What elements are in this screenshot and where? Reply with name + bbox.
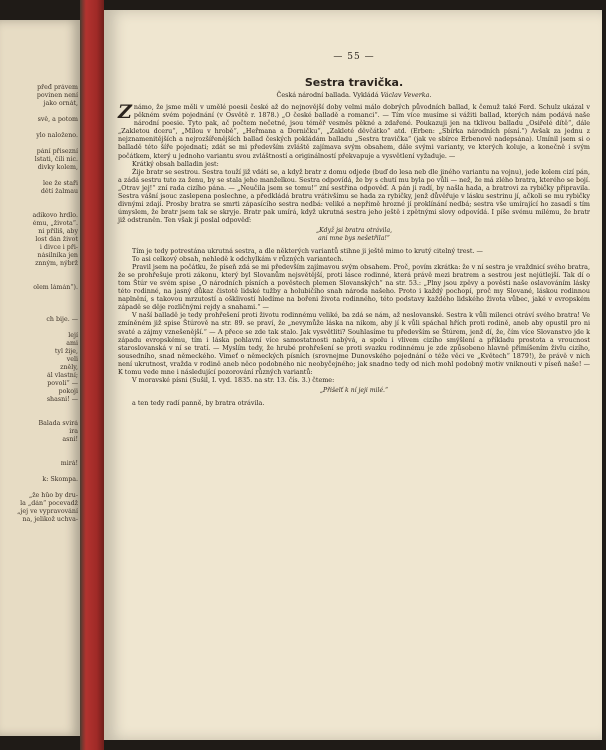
left-page-line (0, 300, 78, 308)
left-page-line: asni! (62, 436, 78, 443)
article-title: Sestra travička. (304, 76, 404, 89)
book-gutter (80, 0, 104, 750)
paragraph: Pravil jsem na počátku, že píseň zdá se mi především zajímavou svým obsahem. Proč, povím zkrátka: že v ní sestra je vraždnicí svého bratra, že se prohřešuje proti zákonu, který byl Slovanům nejsvětější, proti lásce rodinné, která právě mezi bratrem a sestrou jest nejútlejší. Tak dí o tom Štúr ve svém spise „O národních písních a pověstech plemen Slovanských“ na str. 53.: „Plny jsou zpěvy a pověsti naše oslavováním lásky této rodinné, na jasný důkaz čistotě lidské tužby a holubičího snah národa našeho. Proto i každý pochopí, proč my Slované, láskou rodinnou naplnění, s takovou mrzutostí a ošklivostí hledíme na bořeni života rodinného, této podstavy každého lidského života vůbec, jaké v evropském západě se děje rozličnými rejdy a snahami.“ — (118, 262, 590, 312)
left-page-line: veli (66, 356, 78, 363)
left-page-line: divky kolem, (37, 164, 78, 171)
left-page-line: i divce i při- (39, 244, 78, 251)
left-page-line: ému, „života“. (32, 220, 78, 227)
left-page-line (0, 172, 78, 180)
left-page-line (0, 324, 78, 332)
quote-line: ani mne bys nešetřila!“ (318, 235, 390, 242)
paragraph: a ten tedy radí panně, by bratra otrávila. (132, 398, 265, 407)
left-page-line (0, 292, 78, 300)
quote-line: „Přišelť k ní jeji milé.“ (319, 387, 389, 395)
article-subtitle (118, 91, 590, 99)
left-page-line: na, jelikož uchva- (22, 516, 78, 523)
paragraph: V naší balladě je tedy prohřešení proti životu rodinnému veliké, ba zdá se nám, až neslovanské. Sestra k vůli milenci otráví svého bratra! Ve zmíněném již spise Štúrově na str. 89. se praví, že „nevymůže láska na nikom, aby jí k vůli spáchal hřích proti rodině, aneb aby opustil pro ni svaté a zájmy vznešenější.“ — A přece se zde tak stalo. Jak vysvětliti? Souhlasíme tu především se Štúrem, jenž dí, že, čím více Slovanstvo jde k západu evropskému, tím i láska pohlavní více samostatnosti nabývá, a spolu i vlivem cizího smýšlení a příkladu prostota a vroucnost staroslovanská v ní se tratí. — Myslím tedy, že hrubé prohřešení se proti svazku rodinnému je zde způsobeno hlavně přimíšením živlu cizího, sousedního, snad německého. Vimeť o německých písních (srovnejme Dunovského pojednání o téže věci ve „Květech“ 1879!), že právě v nich není ukrutnost, vražda v rodině aneb něco podobného nic neobyčejného; jak snadno tedy od nich mohl podobný motiv vniknouti v píseň naše! — K tomu vede mne i následující pozorování různých variantů: (118, 311, 590, 376)
right-page (104, 10, 602, 740)
left-page-line: přeđ právem (37, 84, 78, 91)
left-page-line: adikovo hrdlo. (32, 212, 78, 219)
left-page-line (0, 108, 78, 116)
left-page-line: povolí“ — (47, 380, 78, 387)
left-page-line: povinen není (36, 92, 78, 99)
page-content (118, 10, 590, 407)
left-page-line (0, 276, 78, 284)
left-page-line: ch bije. — (46, 316, 78, 323)
left-page-line: „že hůo by dru- (28, 492, 78, 499)
paragraph: Žije bratr se sestrou. Sestra touží již vdáti se, a když bratr z domu odjede (buď do lesa neb dle jiného variantu na vojnu), jede kolem cizí pán, a zádá sestru tuto za ženu, by se stala jeho manželkou. Sestra odpovídá, že by s chutí mu byla po vůli — než, že má zlého bratra, kterého se bojí. „Otrav jej!“ zní rada cizího pána. — „Neučila jsem se tomu!“ zní sestřina odpověď. A pán ji radí, by našla hada, a bratrovi za rybičky připravila. Sestra vášní jsouc zaslepena poslechne, a předkládá bratru vrátivšímu se hada za rybičky, jenž důvěřuje v lásku sestrinu jí, ačkoli se mu rybičky divnými zdají. Prosby bratra se smrti zápasícího sestra nedbá: veliké a nepřimě hrozné jí proklínání nedbá; sestra vše umírající ho zasadí s tím úmyslem, že bratr jsem tak se skryje. Bratr pak umírá, když ukrutná sestra jeho ještě i zpětnými slovy odpovídá. I píše svému milému, že bratr již odstraněn. Ten však jí poslal odpověď: (118, 167, 590, 225)
intro-text: námo, že jsme měli v umělé poesii české až do nejnovější doby velmi málo dobrých původních ballad, k čemuž také Ferd. Schulz ukázal v pěkném svém pojednání (v Osvětě r. 1878.) „O české balladě a romanci“. — Tím více musíme si vážiti ballad, kterých nám podává naše národní poesie. Tyto pak, ač počtem nečetné, jsou téměř vesměs pěkné a zdařené. Poukazuji jen na tklivou balladu „Osiřelé dítě“, dále „Zakletou dceru“, „Milou v hrobě“, „Heřmana a Dorničku“, „Zakleté děvčátko“ atd. (Erben: „Sbírka národních písní.“) Avšak za jednu z nejznamenitějších a nejrozšířenějších ballad českých pokládám balladu „Sestra travička“ (jak ve sbírce Erbenově nadepsána). Umínil jsem si o balladě této šíře pojednati; zdát se mi především zvláště zajímava svým obsahem, dále svými varianty, ve kterých koluje, a konečně i svým počátkem, který u jednoho variantu svou zvláštností a originálností překvapuje a vysvětlení vyžaduje. — (118, 103, 590, 160)
quotation (118, 387, 590, 395)
paragraph: Tím je tedy potrestána ukrutná sestra, a dle některých variantů stihne ji ještě mimo to krutý citelný trest. — (132, 246, 483, 255)
left-page-line (0, 444, 78, 452)
left-page-line: lejí (68, 332, 78, 339)
left-page-line (0, 124, 78, 132)
left-page-line: násilníka jen (37, 252, 78, 259)
left-page-line (0, 404, 78, 412)
drop-cap: Z (118, 101, 132, 123)
left-page-line: tyl žije, (54, 348, 78, 355)
left-page-line: ylo naloženo. (36, 132, 78, 139)
left-page-line: jako ornát, (43, 100, 78, 107)
left-page-line (0, 452, 78, 460)
left-page-line (0, 204, 78, 212)
left-page-line (0, 468, 78, 476)
paragraph: V moravské písni (Sušil, I. vyd. 1835. na str. 13. čís. 3.) čteme: (132, 376, 335, 385)
left-page-text (0, 84, 78, 524)
left-page-line: ál vlastní; (46, 372, 78, 379)
intro-paragraph (118, 103, 590, 160)
page-number: — 55 — (333, 52, 375, 62)
left-page-line: olem lámán“). (33, 284, 78, 291)
quote-line: „Když jsi bratra otrávila, (315, 227, 393, 235)
left-page-line: shasni! — (46, 396, 78, 403)
left-page-line: mirá! (60, 460, 78, 467)
paragraph: To asi celkový obsah, nehledě k odchylkám v různých variantech. (132, 254, 344, 263)
left-page-line: ami (66, 340, 78, 347)
left-page-line: la „dán“ pocevadž (20, 500, 78, 507)
subtitle-text: Česká národní ballada. Vykládá (276, 91, 379, 99)
left-page-line: Balada svirá (38, 420, 78, 427)
left-page-line (0, 268, 78, 276)
subtitle-author: Václav Veverka. (380, 91, 432, 99)
left-page-line: lee že staři (42, 180, 78, 187)
article-body (118, 103, 590, 407)
left-page-line (0, 308, 78, 316)
left-page-line: lost dán život (35, 236, 78, 243)
left-page-line: „jej ve vypravování (17, 508, 78, 515)
left-page-line: zněly, (60, 364, 78, 371)
left-page-line (0, 140, 78, 148)
left-page-line: k: Skompa. (42, 476, 78, 483)
left-page-line: znným, nýbrž (35, 260, 78, 267)
left-page-line: ni příliš, aby (38, 228, 78, 235)
left-page-line (0, 484, 78, 492)
left-page (0, 20, 80, 736)
left-page-line: lstati, čili nic. (34, 156, 78, 163)
left-page-line: svě, a potom (37, 116, 78, 123)
left-page-line (0, 196, 78, 204)
left-page-line: dětí žalmau (40, 188, 78, 195)
left-page-line: pání přisezní (36, 148, 78, 155)
paragraph: Krátký obsah balladin jest: (132, 159, 219, 168)
left-page-line (0, 412, 78, 420)
left-page-line: ira (69, 428, 78, 435)
left-page-line: pokoji (58, 388, 78, 395)
quotation (118, 227, 590, 242)
